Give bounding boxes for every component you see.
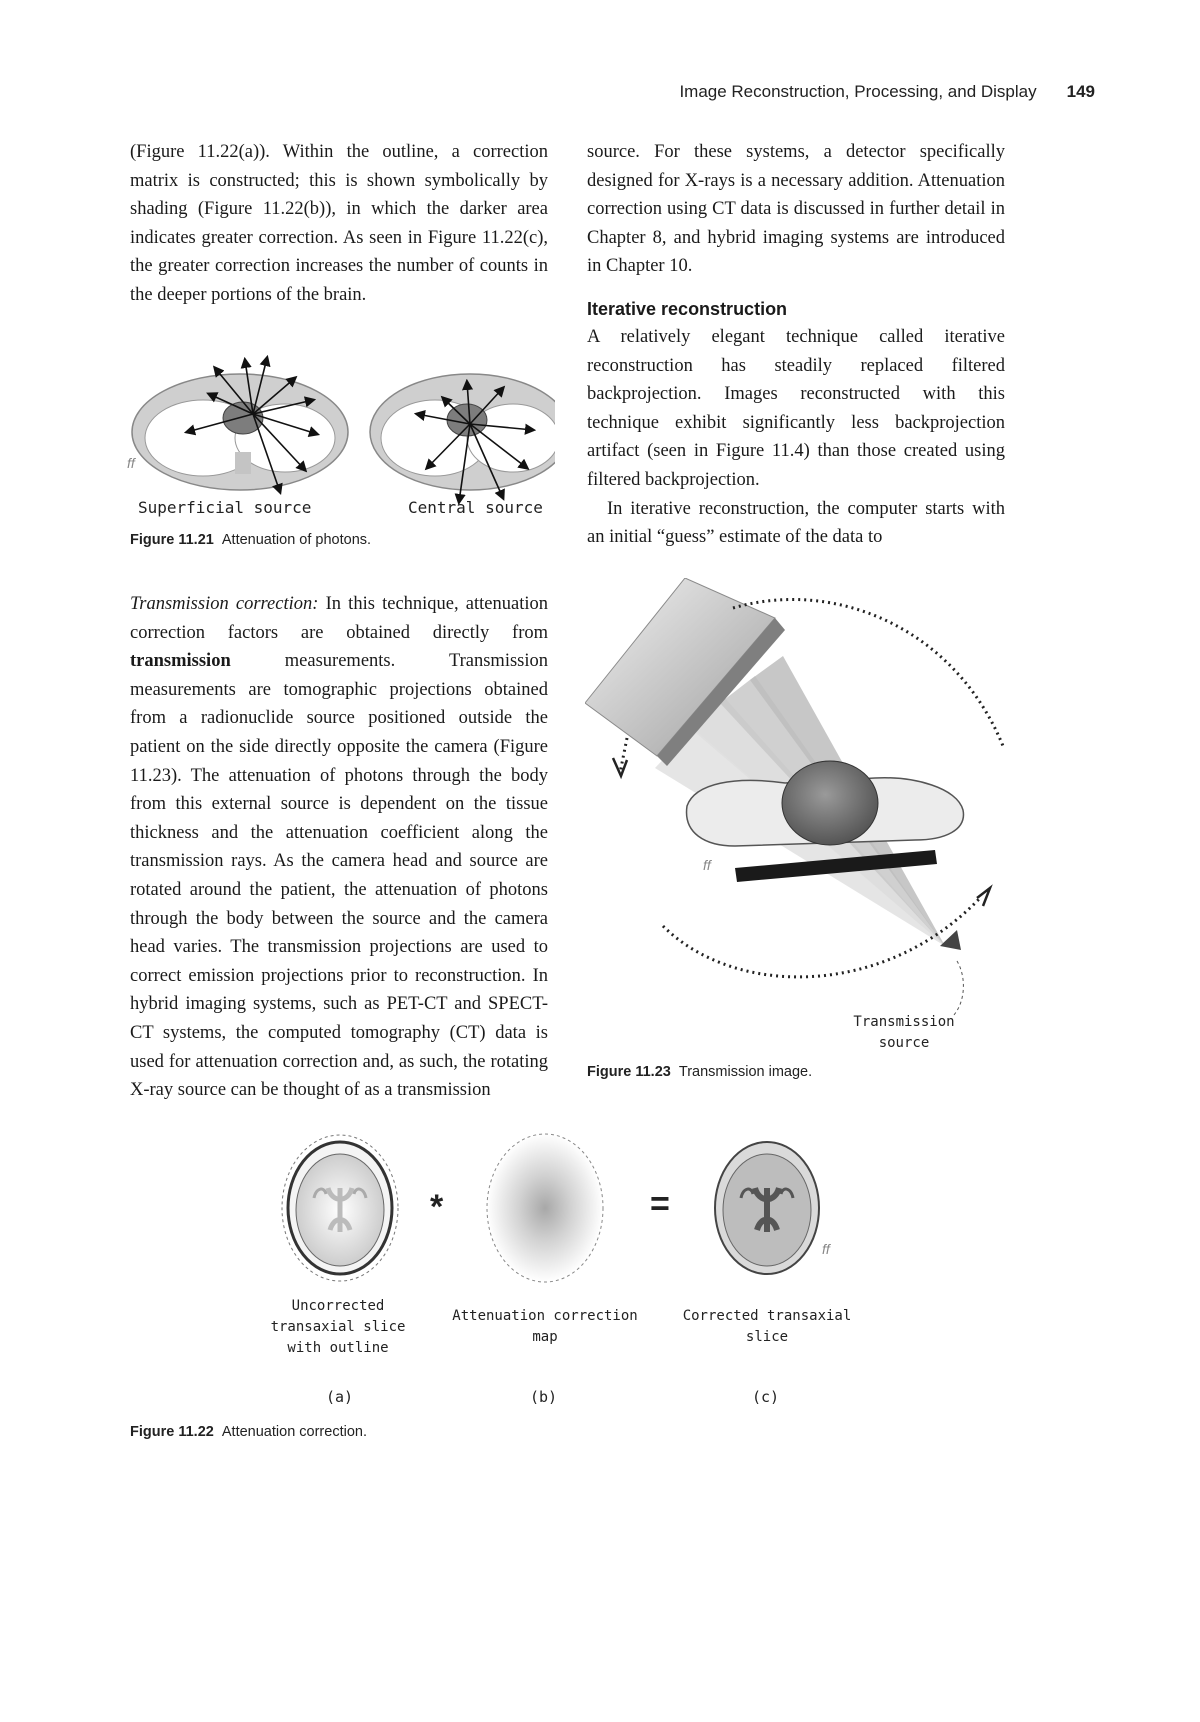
label-a-line-3: with outline (287, 1340, 389, 1356)
left-column-bottom (130, 590, 548, 1105)
label-superficial-source: Superficial source (138, 498, 312, 517)
arrowhead-left (613, 758, 627, 776)
label-b-line-2: map (532, 1329, 558, 1345)
caption-text: Attenuation correction. (221, 1424, 367, 1440)
figure-11-21 (125, 352, 555, 522)
figure-11-21-caption (130, 532, 371, 548)
figure-11-22-caption (130, 1424, 367, 1440)
paragraph-part-b: measurements. Transmission measurements are tomographic projections obtained from a radionuclide source positioned outside the patient on the side directly opposite the camera (Figure 11.23). The attenuation of photons through the body from this external source is dependent on the tissue thickness and the attenuation coefficient along the transmission rays. As the camera head and source are rotated around the patient, the attenuation of photons through the body between the source and the camera head varies. The transmission projections are used to correct emission projections prior to reconstruction. In hybrid imaging systems, such as PET-CT and SPECT-CT systems, the computed tomography (CT) data is used for attenuation correction and, as such, the rotating X-ray source can be thought of as a transmission (130, 651, 548, 1101)
label-attenuation-map (450, 1306, 640, 1348)
caption-number: Figure 11.23 (587, 1064, 671, 1080)
uncorrected-slice (282, 1135, 398, 1281)
label-transmission-source (848, 1012, 960, 1054)
label-b-line-1: Attenuation correction (452, 1308, 638, 1324)
sublabel-b: (b) (530, 1388, 558, 1406)
sublabel-a: (a) (326, 1388, 354, 1406)
page-number: 149 (1066, 82, 1095, 101)
paragraph-ct-source: source. For these systems, a detector specifically designed for X-rays is a necessary addition. Attenuation correction using CT data is discussed in further detail in Chapter 8, and hybrid imaging systems are introduced in Chapter 10. (587, 142, 1005, 277)
arrowhead-right (977, 888, 990, 906)
caption-number: Figure 11.21 (130, 532, 214, 548)
left-column-top (130, 138, 548, 310)
sublabel-c: (c) (752, 1388, 780, 1406)
transmission-source-icon (940, 930, 961, 950)
running-head (679, 82, 1095, 102)
label-corrected (662, 1306, 872, 1348)
figure-11-23-caption (587, 1064, 812, 1080)
corrected-slice (715, 1142, 819, 1274)
caption-number: Figure 11.22 (130, 1424, 214, 1440)
publisher-mark: ff (822, 1241, 830, 1257)
right-column (587, 138, 1005, 552)
label-a-line-1: Uncorrected (291, 1298, 385, 1314)
multiply-operator: * (430, 1188, 444, 1226)
label-line-1: Transmission (853, 1014, 955, 1030)
paragraph-iterative-intro: A relatively elegant technique called iterative reconstruction has steadily replaced filtered backprojection. Images reconstructed with this technique exhibit significantly less backprojection artifact (seen in Figure 11.4) than those created using filtered backprojection. (587, 326, 1005, 490)
source-leader-line (953, 961, 963, 1016)
paragraph-part-a: In this technique, attenuation correction factors are obtained directly from (130, 594, 548, 643)
label-line-2: source (878, 1035, 930, 1051)
run-in-heading: Transmission correction: (130, 594, 319, 614)
paragraph-attenuation-map: (Figure 11.22(a)). Within the outline, a correction matrix is constructed; this is shown symbolically by shading (Figure 11.22(b)), in which the darker area indicates greater correction. As seen in Figure 11.22(c), the greater correction increases the number of counts in the deeper portions of the brain. (130, 142, 548, 305)
torso-superficial (132, 374, 348, 490)
paragraph-transmission-correction (130, 590, 548, 1105)
publisher-mark: ff (127, 455, 135, 471)
label-a-line-2: transaxial slice (270, 1319, 406, 1335)
label-uncorrected (268, 1296, 408, 1359)
label-central-source: Central source (408, 498, 543, 517)
section-heading-iterative: Iterative reconstruction (587, 298, 788, 319)
publisher-mark: ff (703, 857, 711, 873)
running-head-title: Image Reconstruction, Processing, and Display (679, 82, 1037, 101)
caption-text: Transmission image. (678, 1064, 813, 1080)
caption-text: Attenuation of photons. (221, 532, 372, 548)
figure-11-22 (270, 1128, 850, 1298)
attenuation-map (487, 1134, 603, 1282)
figure-11-23 (585, 578, 1015, 1048)
paragraph-iterative-start: In iterative reconstruction, the computer starts with an initial “guess” estimate of the data to (587, 498, 1005, 548)
equals-operator: = (650, 1185, 670, 1223)
label-c-line-1: Corrected transaxial slice (682, 1308, 852, 1345)
bold-term: transmission (130, 651, 231, 672)
